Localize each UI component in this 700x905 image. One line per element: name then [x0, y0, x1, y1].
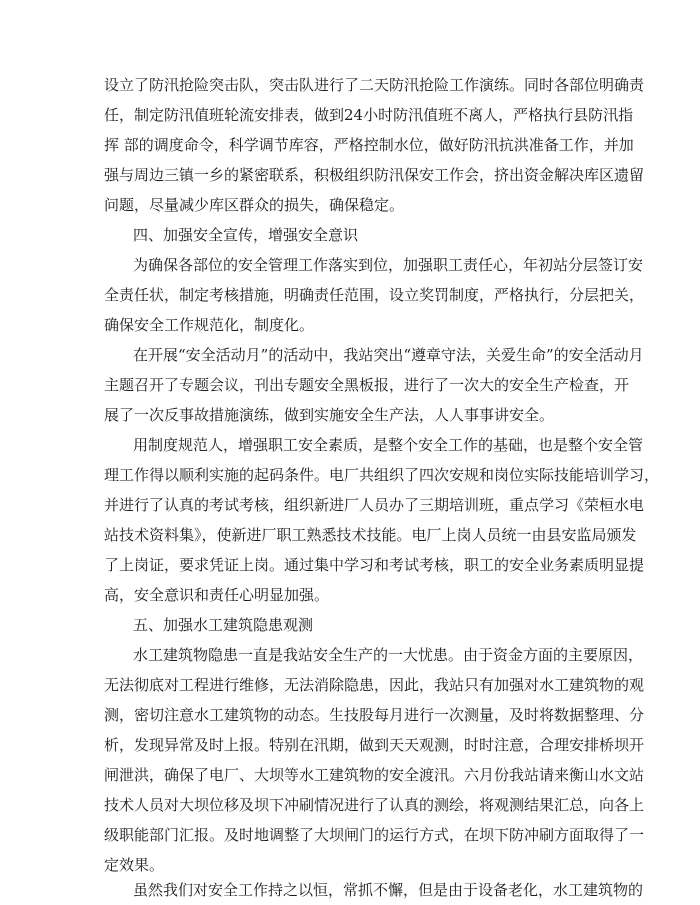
body-text-line: 用制度规范人，增强职工安全素质，是整个安全工作的基础，也是整个安全管 [133, 436, 644, 454]
body-text-line: 了上岗证，要求凭证上岗。通过集中学习和考试考核，职工的安全业务素质明显提 [104, 556, 645, 574]
body-text-line: 测，密切注意水工建筑物的动态。生技股每月进行一次测量，及时将数据整理、分 [104, 706, 645, 724]
body-text-line: 展了一次反事故措施演练，做到实施安全生产法，人人事事讲安全。 [104, 406, 555, 424]
body-text-line: 全责任状，制定考核措施，明确责任范围，设立奖罚制度，严格执行，分层把关， [104, 286, 645, 304]
body-text-line: 理工作得以顺利实施的起码条件。电厂共组织了四次安规和岗位实际技能培训学习， [104, 466, 660, 484]
body-text-line: 并进行了认真的考试考核，组织新进厂人员办了三期培训班，重点学习《荣桓水电 [104, 496, 645, 514]
section-heading: 四、加强安全宣传，增强安全意识 [133, 226, 359, 244]
body-text-line: 水工建筑物隐患一直是我站安全生产的一大忧患。由于资金方面的主要原因， [133, 646, 644, 664]
body-text-line: 级职能部门汇报。及时地调整了大坝闸门的运行方式，在坝下防冲刷方面取得了一 [104, 826, 645, 844]
body-text-line: 强与周边三镇一乡的紧密联系，积极组织防汛保安工作会，挤出资金解决库区遗留 [104, 166, 645, 184]
body-text-line: 确保安全工作规范化，制度化。 [104, 316, 315, 334]
body-text-line: 在开展“安全活动月”的活动中，我站突出“遵章守法，关爱生命”的安全活动月 [133, 346, 644, 364]
body-text-line: 挥 部的调度命令，科学调节库容，严格控制水位，做好防汛抗洪准备工作，并加 [104, 136, 634, 154]
section-heading: 五、加强水工建筑隐患观测 [133, 616, 314, 634]
body-text-line: 析，发现异常及时上报。特别在汛期，做到天天观测，时时注意，合理安排桥坝开 [104, 736, 645, 754]
body-text-line: 设立了防汛抢险突击队，突击队进行了二天防汛抢险工作演练。同时各部位明确责 [104, 76, 645, 94]
body-text-line: 问题，尽量减少库区群众的损失，确保稳定。 [104, 196, 405, 214]
body-text-line: 为确保各部位的安全管理工作落实到位，加强职工责任心，年初站分层签订安 [133, 256, 644, 274]
body-text-line: 主题召开了专题会议，刊出专题安全黑板报，进行了一次大的安全生产检查，开 [104, 376, 630, 394]
body-text-line: 虽然我们对安全工作持之以恒，常抓不懈，但是由于设备老化，水工建筑物的 [133, 881, 644, 899]
body-text-line: 定效果。 [104, 856, 165, 874]
body-text-line: 任，制定防汛值班轮流安排表，做到24小时防汛值班不离人，严格执行县防汛指 [104, 106, 634, 124]
body-text-line: 站技术资料集》，使新进厂职工熟悉技术技能。电厂上岗人员统一由县安监局颁发 [104, 526, 637, 544]
body-text-line: 高，安全意识和责任心明显加强。 [104, 586, 330, 604]
body-text-line: 技术人员对大坝位移及坝下冲刷情况进行了认真的测绘，将观测结果汇总，向各上 [104, 796, 645, 814]
body-text-line: 无法彻底对工程进行维修，无法消除隐患，因此，我站只有加强对水工建筑物的观 [104, 676, 645, 694]
body-text-line: 闸泄洪，确保了电厂、大坝等水工建筑物的安全渡汛。六月份我站请来衡山水文站 [104, 766, 645, 784]
